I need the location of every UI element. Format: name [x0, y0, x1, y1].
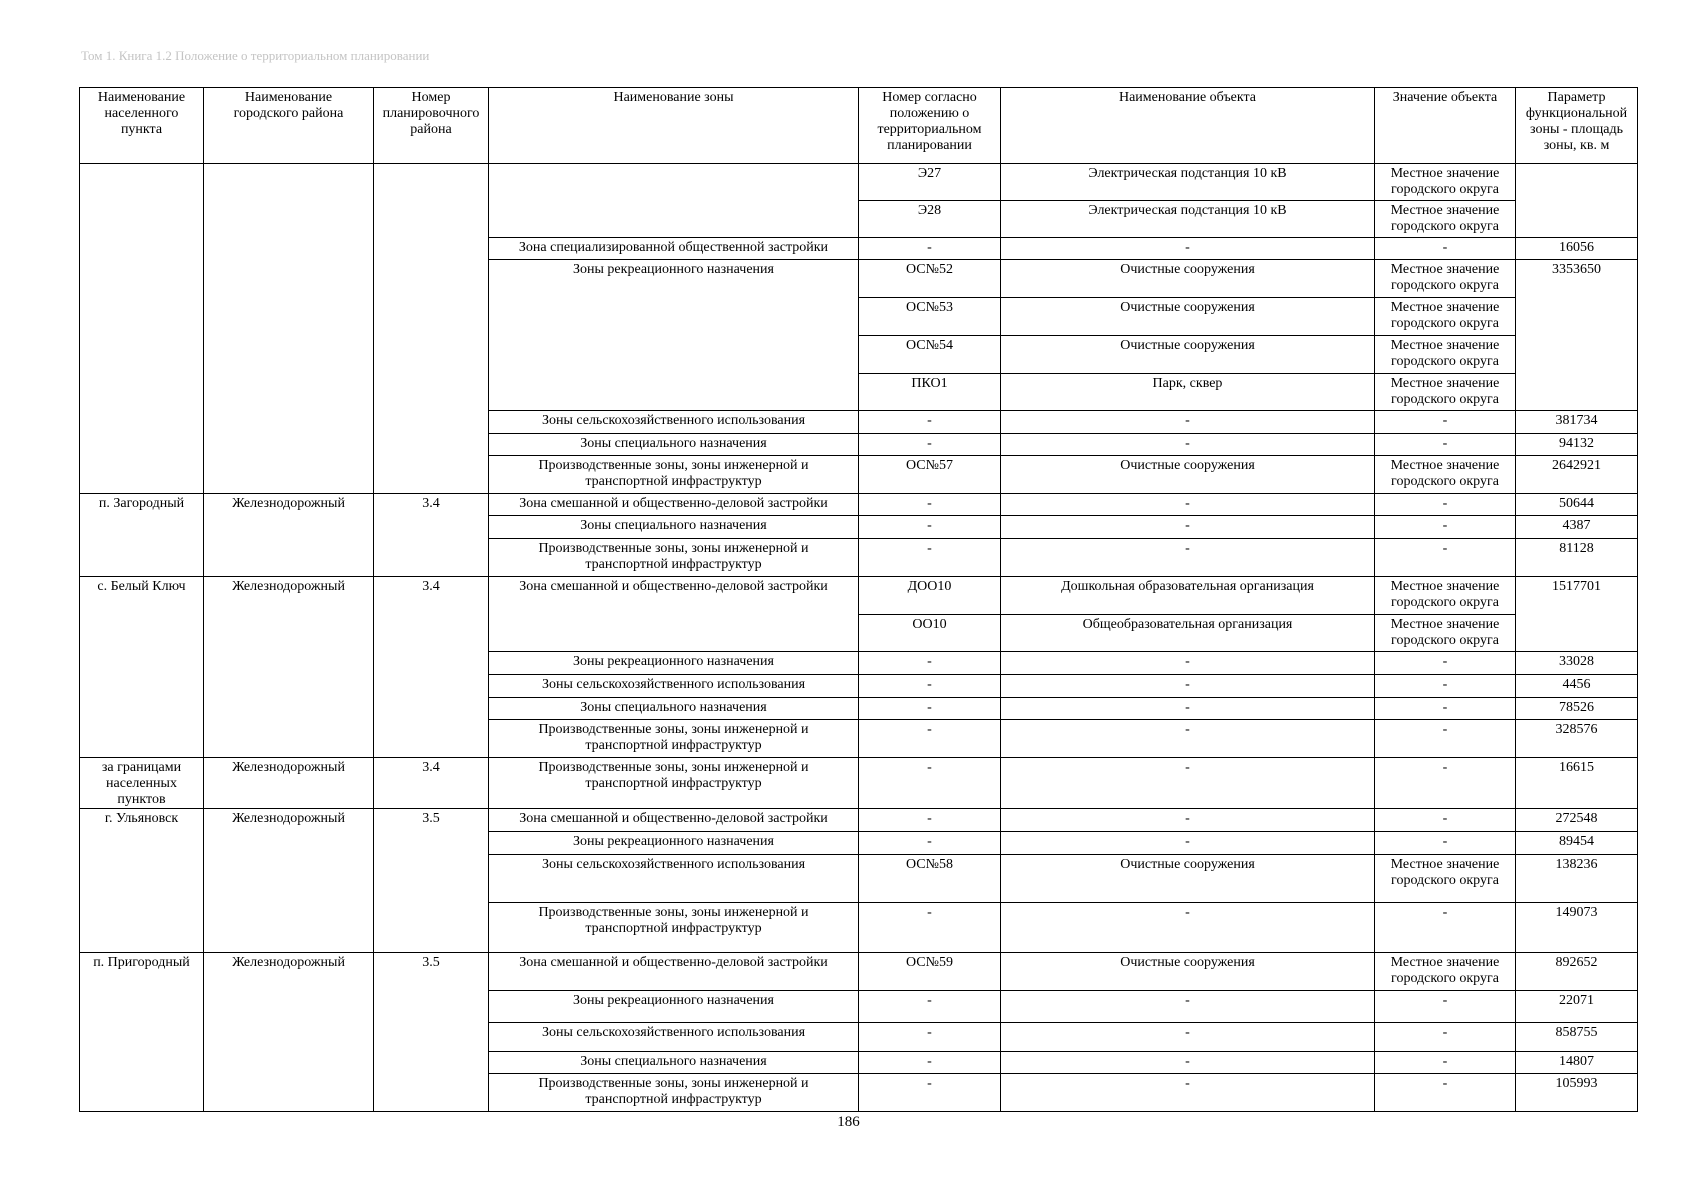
table-row	[80, 953, 1638, 991]
zone-name-cell: Зоны специального назначения	[489, 1052, 859, 1074]
zone-area-cell: 89454	[1516, 832, 1638, 855]
zone-name-cell: Зоны сельскохозяйственного использования	[489, 1023, 859, 1052]
district-cell: Железнодорожный	[204, 809, 374, 953]
zone-name-cell: Зоны сельскохозяйственного использования	[489, 675, 859, 698]
object-number-cell: Э27	[859, 164, 1001, 201]
functional-zones-table	[79, 87, 1638, 1112]
object-significance-cell: Местное значение городского округа	[1375, 456, 1516, 494]
object-name-cell: -	[1001, 1023, 1375, 1052]
zone-name-cell: Зоны сельскохозяйственного использования	[489, 411, 859, 434]
object-significance-cell: -	[1375, 411, 1516, 434]
district-cell: Железнодорожный	[204, 953, 374, 1112]
zone-area-cell: 4456	[1516, 675, 1638, 698]
object-significance-cell: Местное значение городского округа	[1375, 298, 1516, 336]
object-name-cell: -	[1001, 516, 1375, 539]
zone-area-cell: 105993	[1516, 1074, 1638, 1112]
zone-name-cell: Производственные зоны, зоны инженерной и транспортной инфраструктур	[489, 456, 859, 494]
zone-name-cell: Зоны рекреационного назначения	[489, 991, 859, 1023]
district-cell: Железнодорожный	[204, 758, 374, 809]
zone-name-cell: Зона смешанной и общественно-деловой застройки	[489, 577, 859, 652]
object-significance-cell: -	[1375, 1074, 1516, 1112]
object-number-cell: -	[859, 832, 1001, 855]
zone-area-cell: 81128	[1516, 539, 1638, 577]
object-number-cell: ОС№57	[859, 456, 1001, 494]
zone-name-cell: Производственные зоны, зоны инженерной и транспортной инфраструктур	[489, 758, 859, 809]
planning-area-cell	[374, 164, 489, 494]
object-significance-cell: -	[1375, 832, 1516, 855]
header-object-name: Наименование объекта	[1001, 88, 1375, 164]
district-cell: Железнодорожный	[204, 494, 374, 577]
zone-name-cell: Зоны рекреационного назначения	[489, 652, 859, 675]
table-header	[80, 88, 1638, 164]
object-number-cell: ОС№53	[859, 298, 1001, 336]
object-number-cell: ОС№52	[859, 260, 1001, 298]
zone-name-cell: Зоны специального назначения	[489, 698, 859, 720]
object-significance-cell: -	[1375, 903, 1516, 953]
table-row	[80, 164, 1638, 201]
object-number-cell: -	[859, 991, 1001, 1023]
object-name-cell: -	[1001, 991, 1375, 1023]
zone-name-cell: Производственные зоны, зоны инженерной и транспортной инфраструктур	[489, 539, 859, 577]
object-significance-cell: Местное значение городского округа	[1375, 615, 1516, 652]
object-significance-cell: Местное значение городского округа	[1375, 374, 1516, 411]
zone-area-cell: 2642921	[1516, 456, 1638, 494]
zone-name-cell: Производственные зоны, зоны инженерной и транспортной инфраструктур	[489, 903, 859, 953]
object-significance-cell: -	[1375, 494, 1516, 516]
zone-area-cell: 149073	[1516, 903, 1638, 953]
zone-name-cell	[489, 164, 859, 238]
object-name-cell: -	[1001, 434, 1375, 456]
object-significance-cell: -	[1375, 652, 1516, 675]
object-name-cell: -	[1001, 903, 1375, 953]
object-significance-cell: -	[1375, 516, 1516, 539]
running-header: Том 1. Книга 1.2 Положение о территориальном планировании	[81, 48, 430, 63]
object-name-cell: Очистные сооружения	[1001, 456, 1375, 494]
planning-area-cell: 3.4	[374, 758, 489, 809]
object-number-cell: ОС№59	[859, 953, 1001, 991]
object-name-cell: Общеобразовательная организация	[1001, 615, 1375, 652]
zone-name-cell: Зоны рекреационного назначения	[489, 832, 859, 855]
object-significance-cell: Местное значение городского округа	[1375, 953, 1516, 991]
settlement-cell: г. Ульяновск	[80, 809, 204, 953]
zone-name-cell: Зона специализированной общественной застройки	[489, 238, 859, 260]
object-number-cell: -	[859, 1023, 1001, 1052]
zone-area-cell: 16615	[1516, 758, 1638, 809]
object-significance-cell: Местное значение городского округа	[1375, 336, 1516, 374]
table-row	[80, 577, 1638, 615]
table-row	[80, 758, 1638, 809]
object-significance-cell: Местное значение городского округа	[1375, 577, 1516, 615]
object-number-cell: -	[859, 434, 1001, 456]
object-significance-cell: -	[1375, 991, 1516, 1023]
zone-name-cell: Производственные зоны, зоны инженерной и транспортной инфраструктур	[489, 1074, 859, 1112]
object-name-cell: -	[1001, 1074, 1375, 1112]
header-zone-area: Параметр функциональной зоны - площадь зоны, кв. м	[1516, 88, 1638, 164]
zone-area-cell: 16056	[1516, 238, 1638, 260]
object-name-cell: -	[1001, 809, 1375, 832]
header-object-number: Номер согласно положению о территориальном планировании	[859, 88, 1001, 164]
object-name-cell: -	[1001, 494, 1375, 516]
header-zone-name: Наименование зоны	[489, 88, 859, 164]
settlement-cell: п. Пригородный	[80, 953, 204, 1112]
table-body	[80, 164, 1638, 1112]
zone-area-cell: 33028	[1516, 652, 1638, 675]
zone-area-cell: 22071	[1516, 991, 1638, 1023]
object-name-cell: -	[1001, 675, 1375, 698]
object-number-cell: -	[859, 809, 1001, 832]
object-number-cell: -	[859, 494, 1001, 516]
district-cell	[204, 164, 374, 494]
zone-name-cell: Зона смешанной и общественно-деловой застройки	[489, 494, 859, 516]
object-name-cell: -	[1001, 1052, 1375, 1074]
object-name-cell: -	[1001, 698, 1375, 720]
object-name-cell: Очистные сооружения	[1001, 855, 1375, 903]
table-header-row	[80, 88, 1638, 164]
zone-area-cell: 892652	[1516, 953, 1638, 991]
object-significance-cell: -	[1375, 434, 1516, 456]
settlement-cell: п. Загородный	[80, 494, 204, 577]
zone-area-cell: 78526	[1516, 698, 1638, 720]
zone-name-cell: Зоны специального назначения	[489, 516, 859, 539]
object-name-cell: -	[1001, 238, 1375, 260]
zone-area-cell: 14807	[1516, 1052, 1638, 1074]
zone-area-cell: 94132	[1516, 434, 1638, 456]
settlement-cell: с. Белый Ключ	[80, 577, 204, 758]
object-name-cell: Очистные сооружения	[1001, 336, 1375, 374]
object-significance-cell: -	[1375, 720, 1516, 758]
header-settlement: Наименование населенного пункта	[80, 88, 204, 164]
object-number-cell: -	[859, 903, 1001, 953]
object-number-cell: ПКО1	[859, 374, 1001, 411]
zone-name-cell: Зона смешанной и общественно-деловой застройки	[489, 809, 859, 832]
header-planning-area: Номер планировочного района	[374, 88, 489, 164]
table-row	[80, 809, 1638, 832]
table-row	[80, 494, 1638, 516]
planning-area-cell: 3.4	[374, 577, 489, 758]
object-number-cell: -	[859, 720, 1001, 758]
zone-name-cell: Зона смешанной и общественно-деловой застройки	[489, 953, 859, 991]
object-number-cell: -	[859, 539, 1001, 577]
object-significance-cell: -	[1375, 698, 1516, 720]
object-number-cell: -	[859, 238, 1001, 260]
settlement-cell	[80, 164, 204, 494]
object-significance-cell: Местное значение городского округа	[1375, 855, 1516, 903]
object-number-cell: -	[859, 675, 1001, 698]
zone-area-cell	[1516, 164, 1638, 238]
object-name-cell: Очистные сооружения	[1001, 953, 1375, 991]
object-significance-cell: Местное значение городского округа	[1375, 164, 1516, 201]
settlement-cell: за границами населенных пунктов	[80, 758, 204, 809]
planning-area-cell: 3.4	[374, 494, 489, 577]
object-number-cell: ОС№58	[859, 855, 1001, 903]
object-name-cell: -	[1001, 539, 1375, 577]
object-significance-cell: -	[1375, 539, 1516, 577]
zone-name-cell: Зоны рекреационного назначения	[489, 260, 859, 411]
zone-area-cell: 4387	[1516, 516, 1638, 539]
object-name-cell: -	[1001, 758, 1375, 809]
object-name-cell: Очистные сооружения	[1001, 260, 1375, 298]
zone-area-cell: 272548	[1516, 809, 1638, 832]
object-significance-cell: -	[1375, 758, 1516, 809]
object-number-cell: -	[859, 516, 1001, 539]
page-number: 186	[837, 1114, 860, 1130]
header-district: Наименование городского района	[204, 88, 374, 164]
object-number-cell: ОО10	[859, 615, 1001, 652]
object-significance-cell: -	[1375, 238, 1516, 260]
object-significance-cell: -	[1375, 1023, 1516, 1052]
zone-area-cell: 381734	[1516, 411, 1638, 434]
object-name-cell: Дошкольная образовательная организация	[1001, 577, 1375, 615]
zone-name-cell: Зоны специального назначения	[489, 434, 859, 456]
zone-area-cell: 1517701	[1516, 577, 1638, 652]
object-significance-cell: Местное значение городского округа	[1375, 260, 1516, 298]
zone-name-cell: Производственные зоны, зоны инженерной и транспортной инфраструктур	[489, 720, 859, 758]
object-name-cell: Электрическая подстанция 10 кВ	[1001, 201, 1375, 238]
planning-area-cell: 3.5	[374, 809, 489, 953]
zone-area-cell: 3353650	[1516, 260, 1638, 411]
header-object-significance: Значение объекта	[1375, 88, 1516, 164]
zone-name-cell: Зоны сельскохозяйственного использования	[489, 855, 859, 903]
object-name-cell: Парк, сквер	[1001, 374, 1375, 411]
object-significance-cell: -	[1375, 675, 1516, 698]
object-significance-cell: -	[1375, 1052, 1516, 1074]
object-number-cell: -	[859, 652, 1001, 675]
zone-area-cell: 858755	[1516, 1023, 1638, 1052]
planning-area-cell: 3.5	[374, 953, 489, 1112]
object-significance-cell: Местное значение городского округа	[1375, 201, 1516, 238]
object-number-cell: -	[859, 1052, 1001, 1074]
object-number-cell: -	[859, 411, 1001, 434]
district-cell: Железнодорожный	[204, 577, 374, 758]
object-number-cell: -	[859, 758, 1001, 809]
object-name-cell: Электрическая подстанция 10 кВ	[1001, 164, 1375, 201]
object-number-cell: ОС№54	[859, 336, 1001, 374]
zone-area-cell: 328576	[1516, 720, 1638, 758]
object-significance-cell: -	[1375, 809, 1516, 832]
zone-area-cell: 50644	[1516, 494, 1638, 516]
object-name-cell: Очистные сооружения	[1001, 298, 1375, 336]
object-name-cell: -	[1001, 832, 1375, 855]
object-number-cell: ДОО10	[859, 577, 1001, 615]
zone-area-cell: 138236	[1516, 855, 1638, 903]
object-name-cell: -	[1001, 720, 1375, 758]
object-number-cell: -	[859, 698, 1001, 720]
object-number-cell: Э28	[859, 201, 1001, 238]
object-name-cell: -	[1001, 411, 1375, 434]
object-name-cell: -	[1001, 652, 1375, 675]
object-number-cell: -	[859, 1074, 1001, 1112]
